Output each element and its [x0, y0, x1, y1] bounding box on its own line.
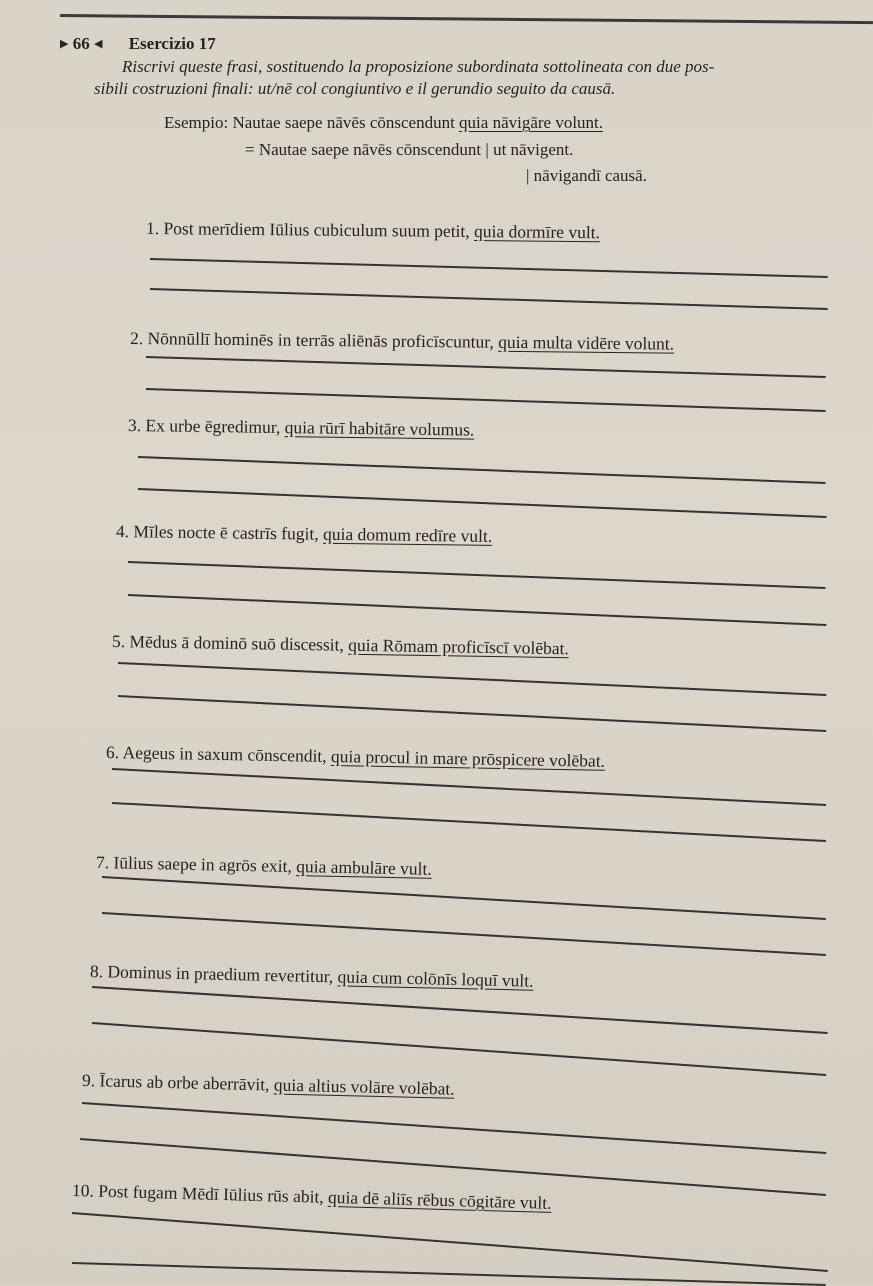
right-triangle-icon: ▶	[60, 38, 69, 50]
exercise-underlined-clause: quia dē aliīs rēbus cōgitāre vult.	[327, 1186, 552, 1213]
exercise-1	[146, 218, 600, 243]
exercise-5	[112, 631, 569, 659]
exercise-number: 1.	[145, 218, 164, 239]
example-answer-1	[245, 140, 573, 160]
example-main: Nautae saepe nāvēs cōnscendunt	[232, 113, 460, 132]
exercise-7	[96, 852, 432, 880]
exercise-10	[72, 1180, 552, 1214]
exercise-9	[82, 1070, 455, 1100]
exercise-header	[60, 34, 216, 54]
answer-line[interactable]	[102, 912, 826, 955]
exercise-main-clause: Post fugam Mēdī Iūlius rūs abit,	[97, 1180, 329, 1207]
instructions-line-2: sibili costruzioni finali: ut/nē col congiuntivo e il gerundio seguito da causā.	[94, 79, 616, 98]
exercise-main-clause: Nōnnūllī hominēs in terrās aliēnās proficīscuntur,	[147, 328, 499, 352]
answer-line[interactable]	[92, 986, 828, 1033]
exercise-number: 7.	[95, 852, 114, 873]
exercise-underlined-clause: quia ambulāre vult.	[296, 856, 432, 879]
top-rule	[60, 14, 873, 24]
answer-line[interactable]	[118, 662, 826, 695]
exercise-number: 9.	[81, 1070, 100, 1091]
exercise-main-clause: Iūlius saepe in agrōs exit,	[113, 852, 297, 877]
exercise-underlined-clause: quia Rōmam proficīscī volēbat.	[348, 634, 569, 659]
exercise-number: 4.	[115, 521, 134, 542]
exercise-main-clause: Post merīdiem Iūlius cubiculum suum petit,	[163, 218, 475, 242]
exercise-main-clause: Īcarus ab orbe aberrāvit,	[99, 1070, 275, 1095]
answer-line[interactable]	[112, 802, 826, 841]
exercise-number: 10.	[71, 1180, 99, 1201]
answer-line[interactable]	[150, 288, 828, 309]
exercise-main-clause: Mēdus ā dominō suō discessit,	[129, 631, 349, 655]
exercise-main-clause: Aegeus in saxum cōnscendit,	[122, 742, 332, 766]
exercise-underlined-clause: quia dormīre vult.	[474, 221, 601, 243]
page-number: 66	[72, 34, 90, 53]
exercise-6	[106, 742, 605, 772]
exercise-underlined-clause: quia procul in mare prōspicere volēbat.	[330, 745, 606, 771]
exercise-main-clause: Ex urbe ēgredimur,	[145, 415, 285, 438]
exercise-underlined-clause: quia cum colōnīs loquī vult.	[337, 966, 534, 991]
answer-line[interactable]	[92, 1022, 826, 1075]
instructions-line-1: Riscrivi queste frasi, sostituendo la proposizione subordinata sottolineata con due pos-	[122, 57, 715, 76]
answer-line[interactable]	[138, 488, 826, 517]
exercise-2	[130, 328, 674, 355]
answer-line[interactable]	[112, 768, 826, 805]
exercise-main-clause: Mīles nocte ē castrīs fugit,	[133, 521, 324, 544]
exercise-number: 2.	[129, 328, 148, 349]
exercise-underlined-clause: quia rūrī habitāre volumus.	[284, 417, 475, 440]
answer-line[interactable]	[138, 456, 826, 483]
exercise-number: 3.	[127, 415, 146, 436]
answer-line[interactable]	[72, 1212, 828, 1271]
example-answer-2: | nāvigandī causā.	[526, 166, 647, 185]
answer-line[interactable]	[102, 876, 826, 919]
answer-line[interactable]	[150, 258, 828, 277]
example-underlined: quia nāvigāre volunt.	[459, 113, 604, 132]
answer-line[interactable]	[118, 695, 826, 731]
answer-line[interactable]	[128, 594, 826, 625]
exercise-underlined-clause: quia multa vidēre volunt.	[498, 331, 675, 354]
exercise-number: 5.	[111, 631, 130, 652]
exercise-number: 8.	[89, 961, 108, 982]
answer-line[interactable]	[146, 388, 826, 411]
instructions	[94, 56, 867, 100]
exercise-8	[90, 961, 534, 992]
exercise-underlined-clause: quia altius volāre volēbat.	[273, 1074, 455, 1099]
left-triangle-icon: ◀	[93, 38, 103, 50]
example-answer-prefix: = Nautae saepe nāvēs cōnscendunt	[245, 140, 482, 159]
example-answer-ut: | ut nāvigent.	[485, 140, 574, 159]
exercise-title: Esercizio 17	[128, 34, 216, 53]
exercise-underlined-clause: quia domum redīre vult.	[322, 523, 493, 546]
answer-line[interactable]	[72, 1262, 826, 1285]
example-sentence	[164, 113, 603, 133]
exercise-3	[128, 415, 475, 441]
answer-line[interactable]	[146, 356, 826, 377]
exercise-number: 6.	[105, 742, 123, 763]
example-label: Esempio:	[164, 113, 229, 132]
answer-line[interactable]	[128, 561, 826, 588]
exercise-main-clause: Dominus in praedium revertitur,	[107, 961, 338, 987]
exercise-4	[116, 521, 492, 547]
